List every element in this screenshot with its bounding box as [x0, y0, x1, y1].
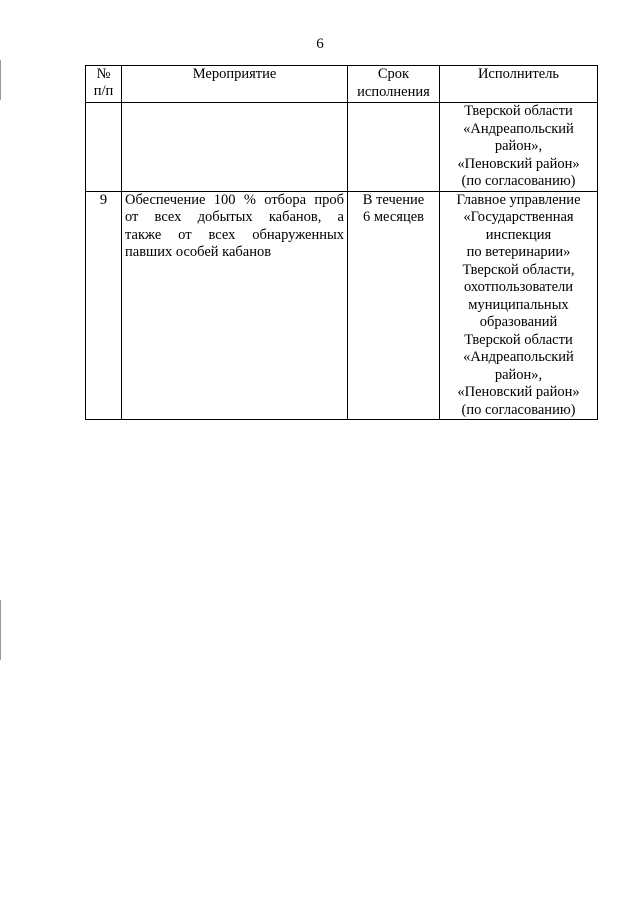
term-line: В течение	[362, 191, 425, 208]
executor-line: Тверской области	[464, 103, 573, 119]
header-number	[86, 66, 122, 103]
row-term	[348, 191, 440, 420]
executor-line: Тверской области,	[462, 261, 575, 278]
row-term	[348, 103, 440, 192]
executor-line: «Государственная	[463, 209, 574, 225]
executor-line: Тверской области	[464, 331, 573, 348]
executor-line: образований	[479, 314, 558, 330]
page-number: 6	[316, 36, 324, 52]
header-number-line: №	[96, 66, 111, 82]
row-number	[86, 103, 122, 192]
row-event	[122, 103, 348, 192]
event-line: также от всех обнаруженных	[125, 226, 344, 243]
row-executor	[440, 191, 598, 420]
header-term	[348, 66, 440, 103]
row-executor	[440, 103, 598, 192]
executor-line: «Андреапольский	[463, 349, 574, 365]
table-header-row	[86, 66, 598, 103]
executor-line: муниципальных	[468, 296, 569, 313]
scan-margin-mark	[0, 60, 1, 100]
term-line: 6 месяцев	[363, 209, 424, 225]
measures-table	[85, 65, 598, 420]
executor-line: охотпользователи	[463, 279, 574, 295]
executor-line: район»,	[494, 366, 543, 383]
executor-line: «Андреапольский	[463, 120, 574, 137]
table-row	[86, 191, 598, 420]
header-executor: Исполнитель	[440, 66, 598, 103]
row-event	[122, 191, 348, 420]
event-line: от всех добытых кабанов, а	[125, 209, 344, 225]
executor-line: (по согласованию)	[461, 173, 576, 189]
executor-line: Главное управление	[456, 191, 581, 208]
header-event: Мероприятие	[122, 66, 348, 103]
row-number: 9	[86, 191, 122, 420]
executor-line: «Пеновский район»	[457, 384, 580, 400]
header-term-line: Срок	[377, 66, 410, 82]
table-row	[86, 103, 598, 192]
header-term-line: исполнения	[357, 83, 430, 100]
event-line: павших особей кабанов	[125, 244, 272, 260]
executor-line: район»,	[494, 138, 543, 154]
executor-line: инспекция	[485, 226, 552, 243]
header-number-line: п/п	[93, 83, 114, 99]
event-line: Обеспечение 100 % отбора проб	[125, 191, 344, 208]
executor-line: (по согласованию)	[461, 401, 576, 418]
scan-margin-mark	[0, 600, 1, 660]
executor-line: по ветеринарии»	[466, 244, 571, 260]
executor-line: «Пеновский район»	[457, 155, 580, 172]
